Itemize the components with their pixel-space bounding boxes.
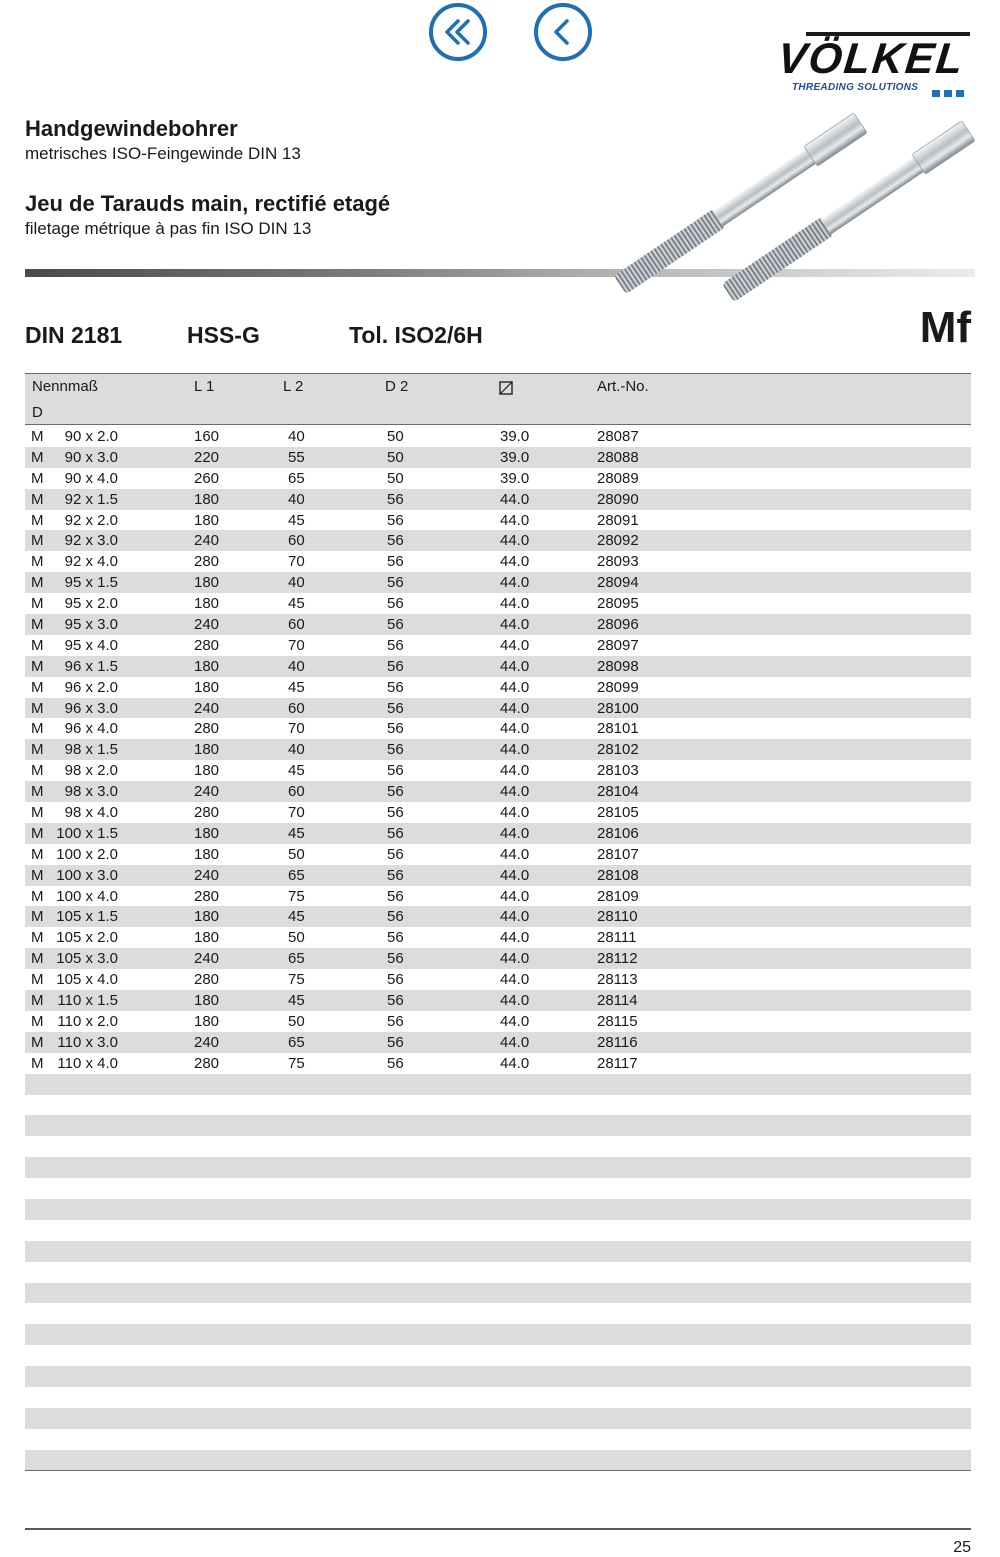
empty-table-row <box>25 1241 971 1262</box>
subtitle-german: metrisches ISO-Feingewinde DIN 13 <box>25 144 301 163</box>
empty-table-row <box>25 1262 971 1283</box>
cell-d2: 56 <box>387 511 404 529</box>
cell-d2: 56 <box>387 741 404 759</box>
cell-square: 44.0 <box>500 657 530 675</box>
cell-square: 44.0 <box>500 950 530 968</box>
cell-d2: 56 <box>387 574 404 592</box>
cell-thread-type: M <box>31 887 44 905</box>
cell-size: 95 x 1.5 <box>64 574 118 592</box>
cell-d2: 56 <box>387 887 404 905</box>
cell-d2: 56 <box>387 595 404 613</box>
empty-table-row <box>25 1074 971 1095</box>
cell-thread-type: M <box>31 699 44 717</box>
header-l1: L 1 <box>194 378 215 395</box>
cell-d2: 56 <box>387 1033 404 1051</box>
cell-l1: 240 <box>194 866 220 884</box>
logo-brand: VÖLKEL <box>775 35 967 83</box>
cell-l2: 40 <box>288 657 305 675</box>
cell-d2: 56 <box>387 699 404 717</box>
cell-square: 44.0 <box>500 908 530 926</box>
cell-l1: 180 <box>194 657 220 675</box>
cell-article-no: 28114 <box>597 992 638 1010</box>
empty-table-row <box>25 1136 971 1157</box>
table-row <box>25 1011 971 1032</box>
cell-l1: 160 <box>194 428 220 445</box>
thread-code: Mf <box>919 303 971 352</box>
cell-article-no: 28088 <box>597 448 639 466</box>
cell-thread-type: M <box>31 804 44 822</box>
cell-article-no: 28111 <box>597 929 637 947</box>
title-french: Jeu de Tarauds main, rectifié etagé <box>25 191 391 216</box>
cell-l1: 280 <box>194 804 220 822</box>
cell-article-no: 28103 <box>597 762 639 780</box>
cell-l1: 240 <box>194 950 220 968</box>
hand-tap-product-image <box>600 105 985 315</box>
cell-square: 44.0 <box>500 887 530 905</box>
cell-d2: 56 <box>387 1012 404 1030</box>
cell-article-no: 28117 <box>597 1054 638 1072</box>
header-d2: D 2 <box>385 378 409 395</box>
cell-article-no: 28094 <box>597 574 639 592</box>
footer-line <box>25 1528 971 1530</box>
cell-article-no: 28101 <box>597 720 639 738</box>
table-row <box>25 802 971 823</box>
cell-d2: 56 <box>387 720 404 738</box>
cell-d2: 50 <box>387 448 404 466</box>
table-row <box>25 698 971 719</box>
cell-size: 98 x 2.0 <box>64 762 118 780</box>
table-row <box>25 739 971 760</box>
cell-d2: 56 <box>387 636 404 654</box>
cell-article-no: 28115 <box>597 1012 638 1030</box>
cell-thread-type: M <box>31 595 44 613</box>
double-chevron-left-icon <box>441 15 475 49</box>
empty-table-row <box>25 1199 971 1220</box>
cell-thread-type: M <box>31 741 44 759</box>
cell-square: 44.0 <box>500 1012 530 1030</box>
table-row <box>25 906 971 927</box>
cell-square: 44.0 <box>500 553 530 571</box>
cell-l2: 75 <box>288 1054 305 1072</box>
cell-size: 105 x 1.5 <box>56 908 118 926</box>
cell-l2: 70 <box>288 636 305 654</box>
table-row <box>25 865 971 886</box>
cell-d2: 56 <box>387 490 404 508</box>
cell-l2: 40 <box>288 490 305 508</box>
cell-l2: 65 <box>288 469 305 487</box>
cell-size: 90 x 4.0 <box>64 469 118 487</box>
table-row <box>25 948 971 969</box>
cell-article-no: 28095 <box>597 595 639 613</box>
cell-d2: 56 <box>387 1054 404 1072</box>
cell-size: 92 x 2.0 <box>64 511 118 529</box>
cell-l1: 180 <box>194 678 220 696</box>
cell-d2: 50 <box>387 469 404 487</box>
cell-size: 98 x 3.0 <box>64 783 118 801</box>
table-row <box>25 969 971 990</box>
table-row <box>25 718 971 739</box>
cell-l1: 180 <box>194 762 220 780</box>
empty-table-row <box>25 1429 971 1450</box>
cell-l2: 45 <box>288 595 305 613</box>
cell-l2: 75 <box>288 971 305 989</box>
cell-square: 44.0 <box>500 929 530 947</box>
empty-table-row <box>25 1283 971 1304</box>
cell-thread-type: M <box>31 1012 44 1030</box>
cell-article-no: 28087 <box>597 428 639 445</box>
cell-size: 100 x 2.0 <box>56 845 118 863</box>
table-row <box>25 593 971 614</box>
cell-thread-type: M <box>31 1033 44 1051</box>
cell-d2: 56 <box>387 992 404 1010</box>
empty-table-row <box>25 1366 971 1387</box>
cell-square: 44.0 <box>500 1054 530 1072</box>
empty-table-row <box>25 1303 971 1324</box>
cell-thread-type: M <box>31 720 44 738</box>
table-row <box>25 510 971 531</box>
cell-square: 39.0 <box>500 448 530 466</box>
cell-l1: 280 <box>194 971 220 989</box>
table-row <box>25 886 971 907</box>
cell-size: 90 x 3.0 <box>64 448 118 466</box>
cell-l1: 180 <box>194 490 220 508</box>
cell-thread-type: M <box>31 657 44 675</box>
cell-article-no: 28089 <box>597 469 639 487</box>
header-l2: L 2 <box>283 378 304 395</box>
empty-table-row <box>25 1408 971 1429</box>
volkel-logo <box>776 32 972 96</box>
cell-square: 44.0 <box>500 595 530 613</box>
cell-square: 39.0 <box>500 469 530 487</box>
cell-l1: 280 <box>194 887 220 905</box>
previous-page-button[interactable] <box>534 3 592 61</box>
table-row <box>25 656 971 677</box>
cell-l2: 75 <box>288 887 305 905</box>
title-german: Handgewindebohrer <box>25 116 238 141</box>
cell-l2: 45 <box>288 824 305 842</box>
cell-size: 100 x 4.0 <box>56 887 118 905</box>
cell-l1: 180 <box>194 929 220 947</box>
cell-thread-type: M <box>31 845 44 863</box>
cell-thread-type: M <box>31 636 44 654</box>
cell-thread-type: M <box>31 908 44 926</box>
table-row <box>25 551 971 572</box>
cell-size: 92 x 3.0 <box>64 532 118 550</box>
cell-thread-type: M <box>31 511 44 529</box>
page-number: 25 <box>953 1539 971 1556</box>
cell-square: 44.0 <box>500 636 530 654</box>
table-row <box>25 1053 971 1074</box>
cell-thread-type: M <box>31 490 44 508</box>
header-square-icon <box>499 378 513 399</box>
spec-din: DIN 2181 <box>25 322 123 348</box>
cell-l1: 180 <box>194 824 220 842</box>
table-body <box>25 426 971 1471</box>
cell-l2: 60 <box>288 532 305 550</box>
cell-thread-type: M <box>31 992 44 1010</box>
cell-thread-type: M <box>31 824 44 842</box>
cell-l1: 180 <box>194 845 220 863</box>
cell-article-no: 28107 <box>597 845 639 863</box>
cell-square: 44.0 <box>500 699 530 717</box>
header-article-no: Art.-No. <box>597 378 649 395</box>
cell-d2: 56 <box>387 657 404 675</box>
cell-size: 110 x 3.0 <box>57 1033 118 1051</box>
cell-thread-type: M <box>31 1054 44 1072</box>
cell-l1: 180 <box>194 595 220 613</box>
cell-article-no: 28108 <box>597 866 639 884</box>
cell-l1: 280 <box>194 720 220 738</box>
table-row <box>25 781 971 802</box>
cell-size: 95 x 3.0 <box>64 616 118 634</box>
cell-size: 95 x 4.0 <box>64 636 118 654</box>
cell-l2: 65 <box>288 866 305 884</box>
cell-l2: 70 <box>288 720 305 738</box>
cell-square: 44.0 <box>500 720 530 738</box>
cell-d2: 56 <box>387 950 404 968</box>
cell-article-no: 28097 <box>597 636 639 654</box>
cell-d2: 56 <box>387 553 404 571</box>
empty-table-row <box>25 1345 971 1366</box>
cell-l1: 180 <box>194 511 220 529</box>
cell-article-no: 28092 <box>597 532 639 550</box>
cell-thread-type: M <box>31 574 44 592</box>
table-row <box>25 614 971 635</box>
table-row <box>25 468 971 489</box>
cell-article-no: 28102 <box>597 741 639 759</box>
cell-l1: 280 <box>194 1054 220 1072</box>
cell-square: 44.0 <box>500 845 530 863</box>
cell-l2: 45 <box>288 678 305 696</box>
cell-l1: 280 <box>194 636 220 654</box>
cell-thread-type: M <box>31 428 44 445</box>
table-row <box>25 635 971 656</box>
cell-l2: 45 <box>288 762 305 780</box>
cell-d2: 56 <box>387 532 404 550</box>
cell-thread-type: M <box>31 950 44 968</box>
cell-l1: 240 <box>194 616 220 634</box>
cell-l2: 55 <box>288 448 305 466</box>
cell-square: 44.0 <box>500 511 530 529</box>
cell-size: 110 x 1.5 <box>57 992 118 1010</box>
cell-thread-type: M <box>31 929 44 947</box>
cell-square: 44.0 <box>500 866 530 884</box>
cell-d2: 56 <box>387 866 404 884</box>
cell-d2: 56 <box>387 929 404 947</box>
cell-square: 44.0 <box>500 741 530 759</box>
cell-d2: 50 <box>387 428 404 445</box>
cell-l1: 180 <box>194 1012 220 1030</box>
cell-article-no: 28104 <box>597 783 639 801</box>
cell-square: 44.0 <box>500 804 530 822</box>
cell-size: 96 x 1.5 <box>64 657 118 675</box>
cell-square: 44.0 <box>500 574 530 592</box>
cell-l2: 45 <box>288 992 305 1010</box>
cell-size: 105 x 2.0 <box>56 929 118 947</box>
cell-d2: 56 <box>387 908 404 926</box>
chevron-left-icon <box>546 15 580 49</box>
table-header <box>25 373 971 425</box>
table-row <box>25 990 971 1011</box>
cell-article-no: 28105 <box>597 804 639 822</box>
cell-size: 110 x 4.0 <box>57 1054 118 1072</box>
table-row <box>25 1032 971 1053</box>
empty-table-row <box>25 1157 971 1178</box>
cell-thread-type: M <box>31 971 44 989</box>
cell-square: 44.0 <box>500 783 530 801</box>
cell-square: 44.0 <box>500 678 530 696</box>
cell-l1: 240 <box>194 1033 220 1051</box>
cell-article-no: 28106 <box>597 824 639 842</box>
cell-d2: 56 <box>387 971 404 989</box>
cell-size: 105 x 3.0 <box>56 950 118 968</box>
empty-table-row <box>25 1095 971 1116</box>
cell-size: 100 x 1.5 <box>56 824 118 842</box>
cell-thread-type: M <box>31 448 44 466</box>
cell-size: 96 x 4.0 <box>64 720 118 738</box>
cell-l2: 40 <box>288 428 305 445</box>
cell-l2: 40 <box>288 741 305 759</box>
cell-l1: 180 <box>194 574 220 592</box>
spec-material: HSS-G <box>187 322 260 348</box>
cell-d2: 56 <box>387 845 404 863</box>
cell-l1: 260 <box>194 469 220 487</box>
cell-l2: 50 <box>288 929 305 947</box>
cell-article-no: 28110 <box>597 908 638 926</box>
cell-article-no: 28100 <box>597 699 639 717</box>
cell-d2: 56 <box>387 678 404 696</box>
header-nominal: Nennmaß <box>32 378 98 395</box>
cell-size: 110 x 2.0 <box>57 1012 118 1030</box>
cell-article-no: 28096 <box>597 616 639 634</box>
cell-d2: 56 <box>387 783 404 801</box>
cell-l1: 180 <box>194 992 220 1010</box>
cell-size: 90 x 2.0 <box>64 428 118 445</box>
cell-thread-type: M <box>31 783 44 801</box>
cell-article-no: 28093 <box>597 553 639 571</box>
cell-l2: 60 <box>288 699 305 717</box>
cell-l2: 45 <box>288 908 305 926</box>
cell-l1: 240 <box>194 783 220 801</box>
empty-table-row <box>25 1324 971 1345</box>
cell-thread-type: M <box>31 678 44 696</box>
cell-size: 98 x 1.5 <box>64 741 118 759</box>
cell-thread-type: M <box>31 532 44 550</box>
cell-article-no: 28116 <box>597 1033 638 1051</box>
empty-table-row <box>25 1115 971 1136</box>
cell-thread-type: M <box>31 553 44 571</box>
cell-thread-type: M <box>31 866 44 884</box>
spec-tolerance: Tol. ISO2/6H <box>349 322 483 348</box>
table-row <box>25 426 971 447</box>
cell-thread-type: M <box>31 616 44 634</box>
cell-l2: 60 <box>288 783 305 801</box>
cell-size: 96 x 2.0 <box>64 678 118 696</box>
table-row <box>25 677 971 698</box>
cell-square: 44.0 <box>500 490 530 508</box>
table-row <box>25 572 971 593</box>
cell-square: 44.0 <box>500 992 530 1010</box>
cell-square: 44.0 <box>500 1033 530 1051</box>
cell-d2: 56 <box>387 804 404 822</box>
cell-square: 44.0 <box>500 824 530 842</box>
cell-l2: 65 <box>288 1033 305 1051</box>
cell-size: 96 x 3.0 <box>64 699 118 717</box>
cell-thread-type: M <box>31 469 44 487</box>
cell-l1: 220 <box>194 448 220 466</box>
subtitle-french: filetage métrique à pas fin ISO DIN 13 <box>25 219 312 238</box>
first-page-button[interactable] <box>429 3 487 61</box>
cell-l2: 70 <box>288 804 305 822</box>
cell-l2: 45 <box>288 511 305 529</box>
cell-l2: 70 <box>288 553 305 571</box>
cell-l2: 50 <box>288 845 305 863</box>
cell-article-no: 28090 <box>597 490 639 508</box>
empty-table-row <box>25 1450 971 1471</box>
table-row <box>25 823 971 844</box>
cell-l1: 240 <box>194 532 220 550</box>
table-row <box>25 447 971 468</box>
cell-size: 100 x 3.0 <box>56 866 118 884</box>
table-end-line <box>25 1470 971 1471</box>
table-row <box>25 927 971 948</box>
table-row <box>25 489 971 510</box>
cell-l1: 240 <box>194 699 220 717</box>
cell-l1: 180 <box>194 741 220 759</box>
cell-d2: 56 <box>387 616 404 634</box>
table-row <box>25 844 971 865</box>
table-row <box>25 530 971 551</box>
cell-article-no: 28091 <box>597 511 639 529</box>
cell-square: 44.0 <box>500 616 530 634</box>
cell-size: 105 x 4.0 <box>56 971 118 989</box>
empty-table-row <box>25 1220 971 1241</box>
cell-size: 92 x 1.5 <box>64 490 118 508</box>
cell-d2: 56 <box>387 762 404 780</box>
cell-l2: 60 <box>288 616 305 634</box>
header-nominal-sub: D <box>32 404 43 421</box>
cell-size: 92 x 4.0 <box>64 553 118 571</box>
cell-article-no: 28099 <box>597 678 639 696</box>
cell-size: 95 x 2.0 <box>64 595 118 613</box>
cell-l2: 40 <box>288 574 305 592</box>
empty-table-row <box>25 1387 971 1408</box>
cell-thread-type: M <box>31 762 44 780</box>
logo-tagline: THREADING SOLUTIONS <box>792 82 919 93</box>
table-row <box>25 760 971 781</box>
cell-article-no: 28112 <box>597 950 638 968</box>
cell-square: 39.0 <box>500 428 530 445</box>
cell-d2: 56 <box>387 824 404 842</box>
cell-square: 44.0 <box>500 532 530 550</box>
cell-l2: 50 <box>288 1012 305 1030</box>
cell-square: 44.0 <box>500 762 530 780</box>
cell-size: 98 x 4.0 <box>64 804 118 822</box>
cell-article-no: 28098 <box>597 657 639 675</box>
empty-table-row <box>25 1178 971 1199</box>
cell-l2: 65 <box>288 950 305 968</box>
cell-square: 44.0 <box>500 971 530 989</box>
cell-l1: 280 <box>194 553 220 571</box>
cell-article-no: 28109 <box>597 887 639 905</box>
cell-l1: 180 <box>194 908 220 926</box>
cell-article-no: 28113 <box>597 971 638 989</box>
